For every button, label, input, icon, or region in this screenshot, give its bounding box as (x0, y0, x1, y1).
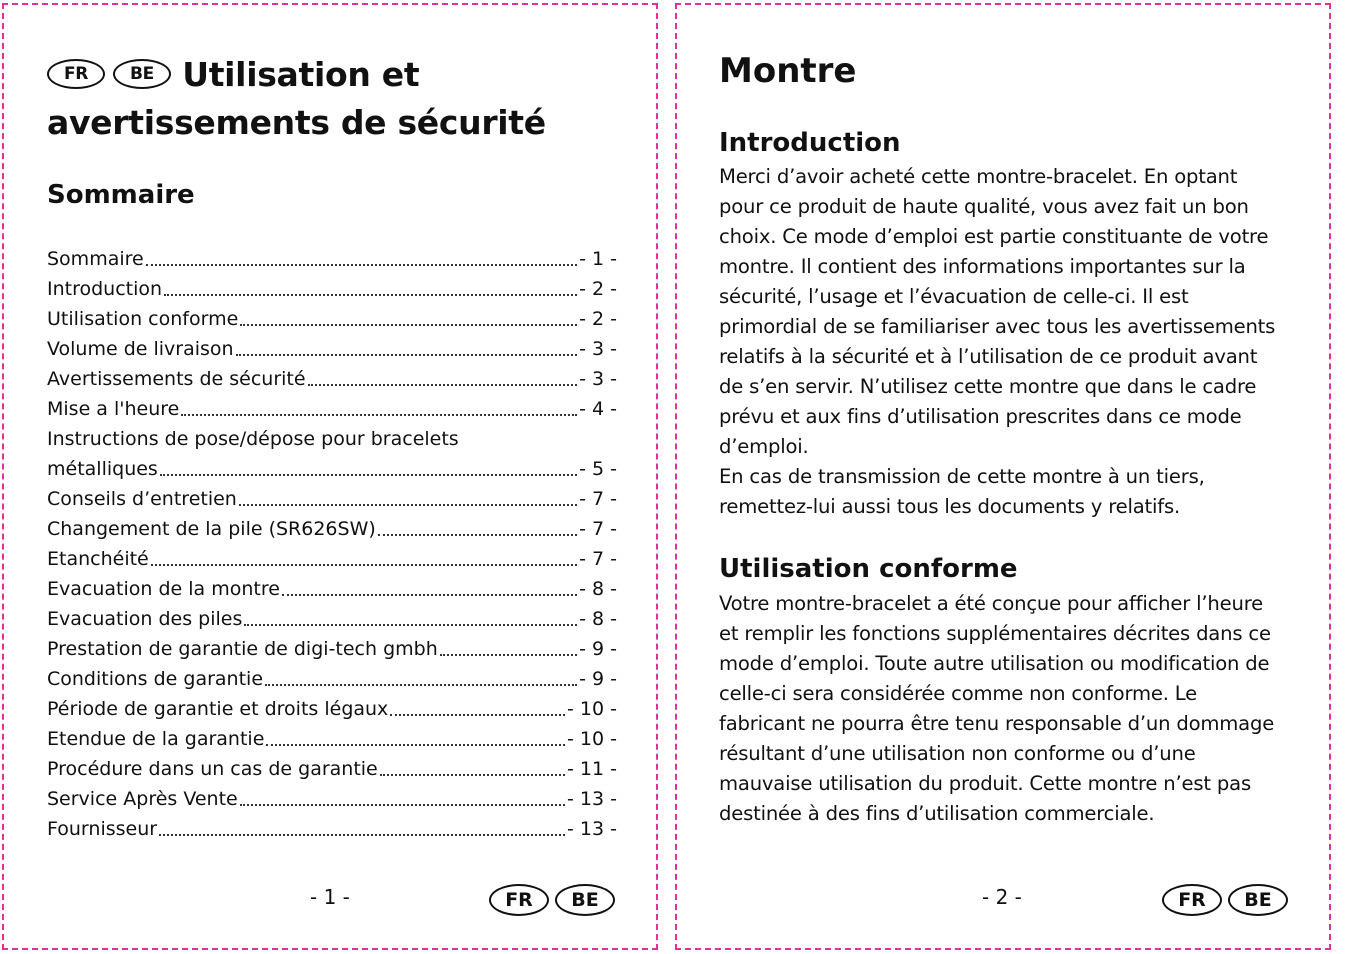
toc-entry-title: Sommaire (47, 248, 144, 270)
document-title (47, 51, 637, 147)
toc-entry-page: - 3 - (579, 368, 617, 390)
left-page (2, 3, 658, 950)
toc-entry-title: Utilisation conforme (47, 308, 239, 330)
toc-entry (47, 274, 617, 304)
toc-entry (47, 244, 617, 274)
toc-leader-dots (380, 774, 565, 776)
toc-entry (47, 664, 617, 694)
toc-leader-dots (308, 384, 578, 386)
text-line: relatifs à la sécurité et à l’utilisation de ce produit avant (719, 345, 1258, 368)
text-line: choix. Ce mode d’emploi est partie constituante de votre (719, 225, 1269, 248)
toc-entry-title: Service Après Vente (47, 788, 238, 810)
toc-entry (47, 514, 617, 544)
toc-leader-dots (236, 354, 578, 356)
toc-entry-page: - 9 - (579, 668, 617, 690)
toc-entry-title: Avertissements de sécurité (47, 368, 306, 390)
right-page (675, 3, 1331, 950)
text-line: pour ce produit de haute qualité, vous avez fait un bon (719, 195, 1249, 218)
toc-leader-dots (390, 714, 565, 716)
toc-leader-dots (240, 324, 577, 326)
toc-entry-title: Evacuation des piles (47, 608, 243, 630)
toc-entry-title: Volume de livraison (47, 338, 234, 360)
page-number: - 1 - (310, 885, 350, 909)
toc-entry-page: - 8 - (579, 608, 617, 630)
toc-entry-title: Instructions de pose/dépose pour bracelets (47, 428, 459, 450)
toc-entry-page: - 10 - (567, 698, 617, 720)
introduction-heading: Introduction (719, 128, 901, 158)
toc-entry-page: - 9 - (579, 638, 617, 660)
toc-entry-page: - 10 - (567, 728, 617, 750)
toc-entry (47, 424, 617, 484)
fr-badge: FR (1162, 884, 1222, 916)
fr-badge: FR (47, 59, 105, 89)
usage-heading: Utilisation conforme (719, 554, 1018, 584)
toc-entry-title: Fournisseur (47, 818, 158, 840)
text-line: sécurité, l’usage et l’évacuation de celle-ci. Il est (719, 285, 1189, 308)
toc-leader-dots (266, 744, 565, 746)
toc-entry-page: - 3 - (579, 338, 617, 360)
text-line: mode d’emploi. Toute autre utilisation ou modification de (719, 652, 1270, 675)
text-line: résultant d’une utilisation non conforme ou d’une (719, 742, 1196, 765)
toc-entry-title: Etanchéité (47, 548, 149, 570)
text-line: montre. Il contient des informations importantes sur la (719, 255, 1246, 278)
language-badges (47, 65, 171, 89)
text-line: En cas de transmission de cette montre à un tiers, (719, 465, 1205, 488)
toc-entry (47, 334, 617, 364)
title-line-1: Utilisation et (182, 55, 420, 94)
toc-entry-page: - 7 - (579, 548, 617, 570)
toc-entry-title: Conditions de garantie (47, 668, 264, 690)
toc-entry-page: - 2 - (579, 278, 617, 300)
table-of-contents (47, 244, 617, 844)
text-line: Merci d’avoir acheté cette montre-bracelet. En optant (719, 165, 1238, 188)
toc-leader-dots (265, 684, 577, 686)
text-line: prévu et aux fins d’utilisation prescrites dans ce mode (719, 405, 1242, 428)
toc-entry-page: - 2 - (579, 308, 617, 330)
toc-entry (47, 544, 617, 574)
toc-entry-title-continued: métalliques (47, 458, 158, 480)
toc-leader-dots (181, 414, 577, 416)
toc-entry-page: - 4 - (579, 398, 617, 420)
toc-entry (47, 814, 617, 844)
toc-leader-dots (440, 654, 577, 656)
toc-heading: Sommaire (47, 180, 195, 210)
text-line: et remplir les fonctions supplémentaires décrites dans ce (719, 622, 1271, 645)
text-line: fabricant ne pourra être tenu responsable d’un dommage (719, 712, 1275, 735)
toc-leader-dots (160, 474, 577, 476)
toc-entry-page: - 5 - (579, 458, 617, 480)
toc-entry (47, 394, 617, 424)
toc-leader-dots (244, 624, 577, 626)
toc-leader-dots (239, 504, 577, 506)
be-badge: BE (113, 59, 171, 89)
toc-entry-title: Mise a l'heure (47, 398, 180, 420)
toc-entry-title: Evacuation de la montre (47, 578, 280, 600)
toc-leader-dots (282, 594, 577, 596)
toc-entry (47, 304, 617, 334)
toc-leader-dots (240, 804, 565, 806)
introduction-text (719, 162, 1289, 522)
toc-entry-title: Période de garantie et droits légaux (47, 698, 389, 720)
toc-leader-dots (151, 564, 577, 566)
toc-entry-title: Introduction (47, 278, 163, 300)
be-badge: BE (555, 884, 615, 916)
toc-leader-dots (146, 264, 577, 266)
title-line-2: avertissements de sécurité (47, 103, 546, 142)
toc-entry (47, 784, 617, 814)
fr-badge: FR (489, 884, 549, 916)
toc-entry-title: Prestation de garantie de digi-tech gmbh (47, 638, 438, 660)
be-badge: BE (1228, 884, 1288, 916)
text-line: destinée à des fins d’utilisation commerciale. (719, 802, 1155, 825)
toc-entry (47, 574, 617, 604)
text-line: primordial de se familiariser avec tous les avertissements (719, 315, 1276, 338)
toc-entry (47, 724, 617, 754)
toc-entry-page: - 13 - (567, 818, 617, 840)
text-line: de s’en servir. N’utilisez cette montre que dans le cadre (719, 375, 1257, 398)
toc-entry (47, 364, 617, 394)
toc-entry-page: - 11 - (567, 758, 617, 780)
toc-entry (47, 604, 617, 634)
text-line: d’emploi. (719, 435, 809, 458)
footer-language-badges (1162, 884, 1288, 916)
toc-entry-page: - 8 - (579, 578, 617, 600)
toc-entry-title: Procédure dans un cas de garantie (47, 758, 378, 780)
toc-entry-page: - 13 - (567, 788, 617, 810)
toc-entry (47, 754, 617, 784)
text-line: celle-ci sera considérée comme non conforme. Le (719, 682, 1197, 705)
toc-entry-title: Etendue de la garantie (47, 728, 265, 750)
footer-language-badges (489, 884, 615, 916)
toc-entry-page: - 7 - (579, 518, 617, 540)
toc-leader-dots (164, 294, 577, 296)
toc-entry-page: - 7 - (579, 488, 617, 510)
text-line: Votre montre-bracelet a été conçue pour afficher l’heure (719, 592, 1263, 615)
page-number: - 2 - (982, 885, 1022, 909)
toc-entry-title: Changement de la pile (SR626SW) (47, 518, 376, 540)
page-title: Montre (719, 51, 857, 91)
toc-leader-dots (159, 834, 565, 836)
text-line: remettez-lui aussi tous les documents y relatifs. (719, 495, 1181, 518)
toc-entry-page: - 1 - (579, 248, 617, 270)
usage-text (719, 589, 1289, 829)
toc-entry (47, 694, 617, 724)
toc-entry (47, 484, 617, 514)
toc-leader-dots (378, 534, 577, 536)
toc-entry (47, 634, 617, 664)
toc-entry-title: Conseils d’entretien (47, 488, 237, 510)
text-line: mauvaise utilisation du produit. Cette montre n’est pas (719, 772, 1251, 795)
